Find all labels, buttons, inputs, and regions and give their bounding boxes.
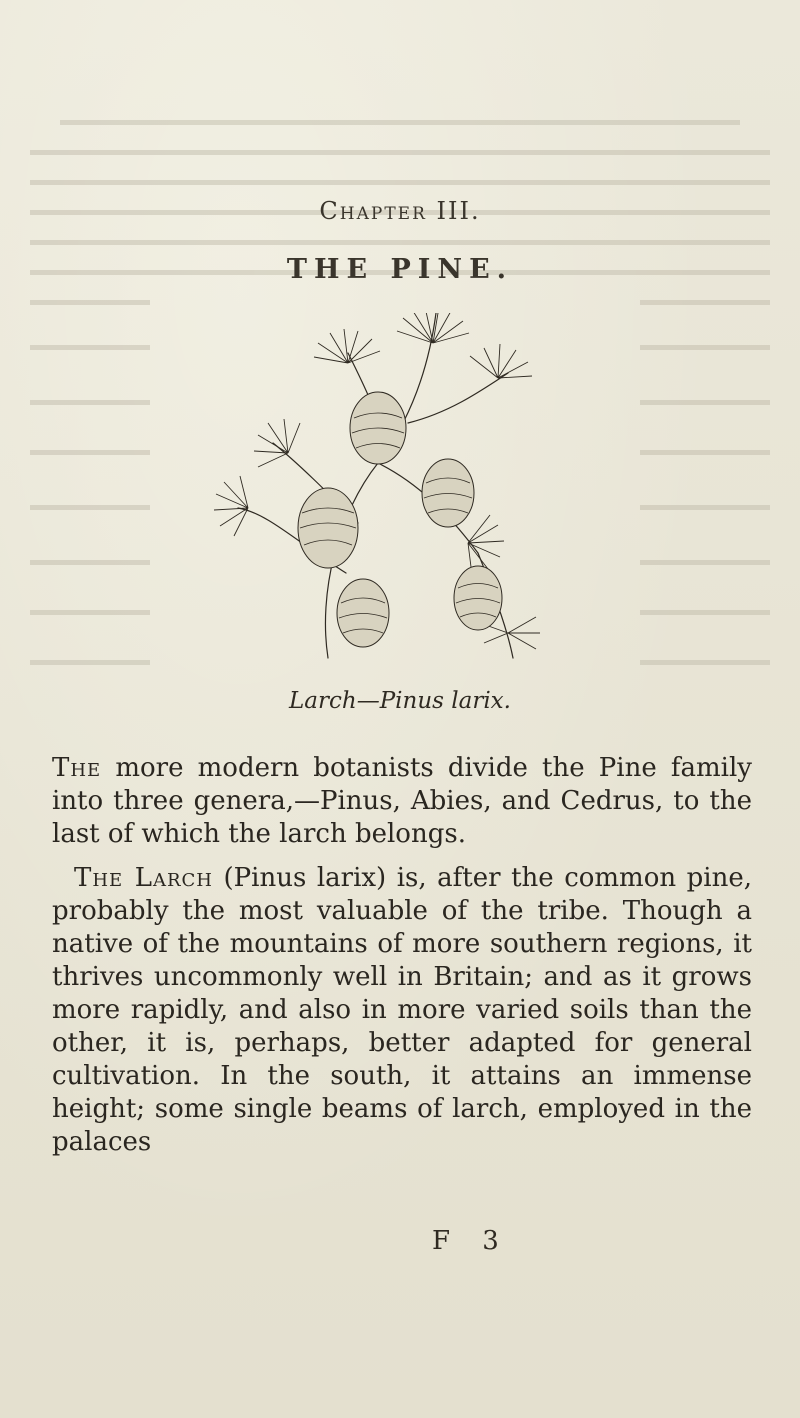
- chapter-title: THE PINE.: [286, 254, 514, 285]
- figure-caption: Larch—Pinus larix.: [289, 688, 511, 714]
- chapter-heading: Chapter III.: [319, 197, 481, 225]
- paragraph-2-lead: The Larch: [74, 863, 213, 893]
- paragraph-1-text: more modern botanists divide the Pine family into three genera,—Pinus, Abies, and Cedrus, to the last of which the larch belongs.: [52, 753, 752, 849]
- paragraph-1-lead: The: [52, 753, 102, 783]
- larch-branch-engraving: [178, 313, 598, 663]
- paragraph-2-text: (Pinus larix) is, after the common pine, probably the most valuable of the tribe. Though a native of the mountains of more southern regions, it thrives uncommonly well in Britain; and as it grows more rapidly, and also in more varied soils than the other, it is, perhaps, better adapted for general cultivation. In the south, it attains an immense height; some single beams of larch, employed in the palaces: [52, 863, 752, 1157]
- paragraph-1: [52, 752, 752, 851]
- paragraph-2: [52, 862, 752, 1159]
- signature-mark: F 3: [432, 1226, 511, 1256]
